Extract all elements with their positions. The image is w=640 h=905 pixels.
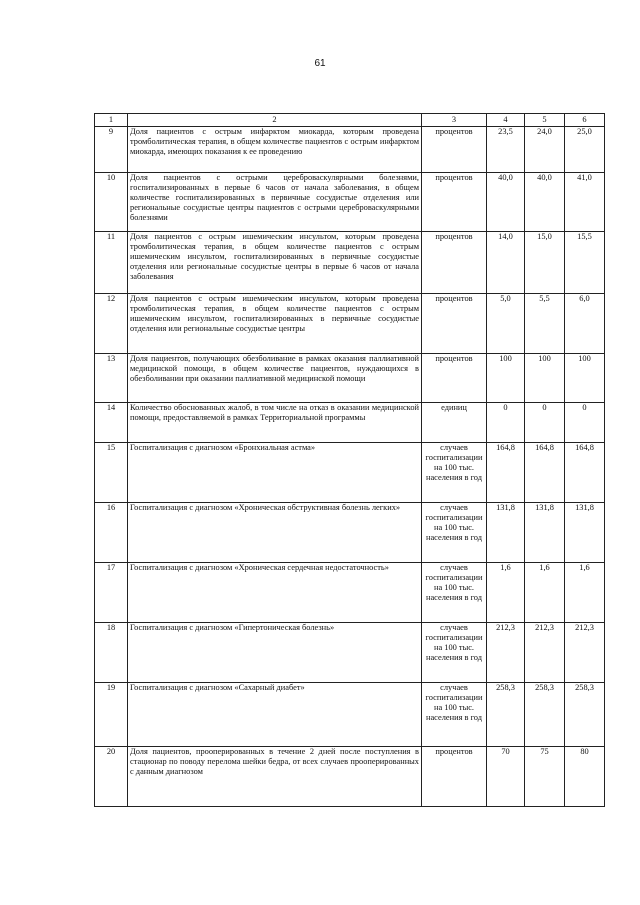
table-row bbox=[95, 354, 605, 403]
row-description: Доля пациентов с острым ишемическим инсультом, которым проведена тромболитическая терапия, в общем количестве пациентов с острым ишемическим инсультом, госпитализированных в первичные сосудистые отделения или региональные сосудистые центры в первые 6 часов от начала заболевания bbox=[128, 232, 422, 294]
row-value-col5: 5,5 bbox=[525, 294, 565, 354]
row-description: Доля пациентов, прооперированных в течение 2 дней после поступления в стационар по поводу перелома шейки бедра, от всех случаев прооперированных с данным диагнозом bbox=[128, 747, 422, 807]
row-number: 15 bbox=[95, 443, 128, 503]
row-unit: единиц bbox=[422, 403, 487, 443]
row-value-col4: 131,8 bbox=[487, 503, 525, 563]
row-value-col6: 131,8 bbox=[565, 503, 605, 563]
row-number: 13 bbox=[95, 354, 128, 403]
row-unit: процентов bbox=[422, 127, 487, 173]
row-value-col6: 25,0 bbox=[565, 127, 605, 173]
row-value-col4: 100 bbox=[487, 354, 525, 403]
row-value-col6: 80 bbox=[565, 747, 605, 807]
row-value-col5: 131,8 bbox=[525, 503, 565, 563]
row-value-col5: 164,8 bbox=[525, 443, 565, 503]
row-value-col6: 258,3 bbox=[565, 683, 605, 747]
row-value-col4: 0 bbox=[487, 403, 525, 443]
row-value-col6: 100 bbox=[565, 354, 605, 403]
row-number: 17 bbox=[95, 563, 128, 623]
row-value-col5: 212,3 bbox=[525, 623, 565, 683]
row-unit: процентов bbox=[422, 294, 487, 354]
row-unit: процентов bbox=[422, 232, 487, 294]
row-value-col4: 23,5 bbox=[487, 127, 525, 173]
table-row bbox=[95, 503, 605, 563]
row-number: 9 bbox=[95, 127, 128, 173]
row-description: Госпитализация с диагнозом «Хроническая сердечная недостаточность» bbox=[128, 563, 422, 623]
row-number: 10 bbox=[95, 173, 128, 232]
row-description: Госпитализация с диагнозом «Хроническая обструктивная болезнь легких» bbox=[128, 503, 422, 563]
header-cell: 2 bbox=[128, 114, 422, 127]
row-value-col6: 1,6 bbox=[565, 563, 605, 623]
row-value-col5: 1,6 bbox=[525, 563, 565, 623]
row-number: 12 bbox=[95, 294, 128, 354]
table-row bbox=[95, 563, 605, 623]
row-value-col6: 15,5 bbox=[565, 232, 605, 294]
page-number: 61 bbox=[314, 58, 326, 69]
row-unit: случаев госпитализации на 100 тыс. населения в год bbox=[422, 503, 487, 563]
row-unit: случаев госпитализации на 100 тыс. населения в год bbox=[422, 563, 487, 623]
row-description: Госпитализация с диагнозом «Гипертоническая болезнь» bbox=[128, 623, 422, 683]
row-unit: процентов bbox=[422, 354, 487, 403]
row-value-col5: 100 bbox=[525, 354, 565, 403]
row-value-col6: 0 bbox=[565, 403, 605, 443]
row-value-col6: 212,3 bbox=[565, 623, 605, 683]
row-value-col5: 75 bbox=[525, 747, 565, 807]
row-value-col5: 0 bbox=[525, 403, 565, 443]
row-number: 19 bbox=[95, 683, 128, 747]
row-number: 20 bbox=[95, 747, 128, 807]
table-row bbox=[95, 127, 605, 173]
table-row bbox=[95, 173, 605, 232]
header-cell: 5 bbox=[525, 114, 565, 127]
row-value-col4: 40,0 bbox=[487, 173, 525, 232]
row-value-col4: 70 bbox=[487, 747, 525, 807]
row-unit: процентов bbox=[422, 747, 487, 807]
table-row bbox=[95, 232, 605, 294]
row-unit: случаев госпитализации на 100 тыс. населения в год bbox=[422, 683, 487, 747]
row-value-col6: 41,0 bbox=[565, 173, 605, 232]
row-description: Госпитализация с диагнозом «Сахарный диабет» bbox=[128, 683, 422, 747]
row-description: Доля пациентов с острым ишемическим инсультом, которым проведена тромболитическая терапия, в общем количестве пациентов с острым ишемическим инсультом, госпитализированных в первичные сосудистые отделения или региональные сосудистые центры bbox=[128, 294, 422, 354]
header-cell: 1 bbox=[95, 114, 128, 127]
row-unit: процентов bbox=[422, 173, 487, 232]
row-number: 16 bbox=[95, 503, 128, 563]
indicators-table bbox=[94, 113, 605, 807]
header-cell: 3 bbox=[422, 114, 487, 127]
row-value-col5: 24,0 bbox=[525, 127, 565, 173]
row-unit: случаев госпитализации на 100 тыс. населения в год bbox=[422, 623, 487, 683]
table-header-row bbox=[95, 114, 605, 127]
row-description: Доля пациентов, получающих обезболивание в рамках оказания паллиативной медицинской помощи, в общем количестве пациентов, нуждающихся в обезболивании при оказании паллиативной медицинской помощи bbox=[128, 354, 422, 403]
table-row bbox=[95, 443, 605, 503]
row-number: 11 bbox=[95, 232, 128, 294]
row-description: Доля пациентов с острым инфарктом миокарда, которым проведена тромболитическая терапия, в общем количестве пациентов с острым инфарктом миокарда, имеющих показания к ее проведению bbox=[128, 127, 422, 173]
row-value-col4: 14,0 bbox=[487, 232, 525, 294]
header-cell: 6 bbox=[565, 114, 605, 127]
row-value-col4: 212,3 bbox=[487, 623, 525, 683]
row-number: 18 bbox=[95, 623, 128, 683]
row-value-col5: 15,0 bbox=[525, 232, 565, 294]
row-value-col5: 40,0 bbox=[525, 173, 565, 232]
table-row bbox=[95, 623, 605, 683]
row-value-col4: 258,3 bbox=[487, 683, 525, 747]
row-value-col5: 258,3 bbox=[525, 683, 565, 747]
header-cell: 4 bbox=[487, 114, 525, 127]
row-value-col6: 164,8 bbox=[565, 443, 605, 503]
row-value-col4: 164,8 bbox=[487, 443, 525, 503]
row-description: Количество обоснованных жалоб, в том числе на отказ в оказании медицинской помощи, предоставляемой в рамках Территориальной программы bbox=[128, 403, 422, 443]
table-row bbox=[95, 747, 605, 807]
row-value-col4: 5,0 bbox=[487, 294, 525, 354]
table-row bbox=[95, 403, 605, 443]
row-description: Госпитализация с диагнозом «Бронхиальная астма» bbox=[128, 443, 422, 503]
row-description: Доля пациентов с острыми цереброваскулярными болезнями, госпитализированных в первые 6 часов от начала заболевания, в общем количестве госпитализированных в первичные сосудистые отделения или региональные сосудистые центры пациентов с острыми цереброваскулярными болезнями bbox=[128, 173, 422, 232]
row-number: 14 bbox=[95, 403, 128, 443]
table-row bbox=[95, 683, 605, 747]
row-unit: случаев госпитализации на 100 тыс. населения в год bbox=[422, 443, 487, 503]
row-value-col4: 1,6 bbox=[487, 563, 525, 623]
row-value-col6: 6,0 bbox=[565, 294, 605, 354]
table-row bbox=[95, 294, 605, 354]
